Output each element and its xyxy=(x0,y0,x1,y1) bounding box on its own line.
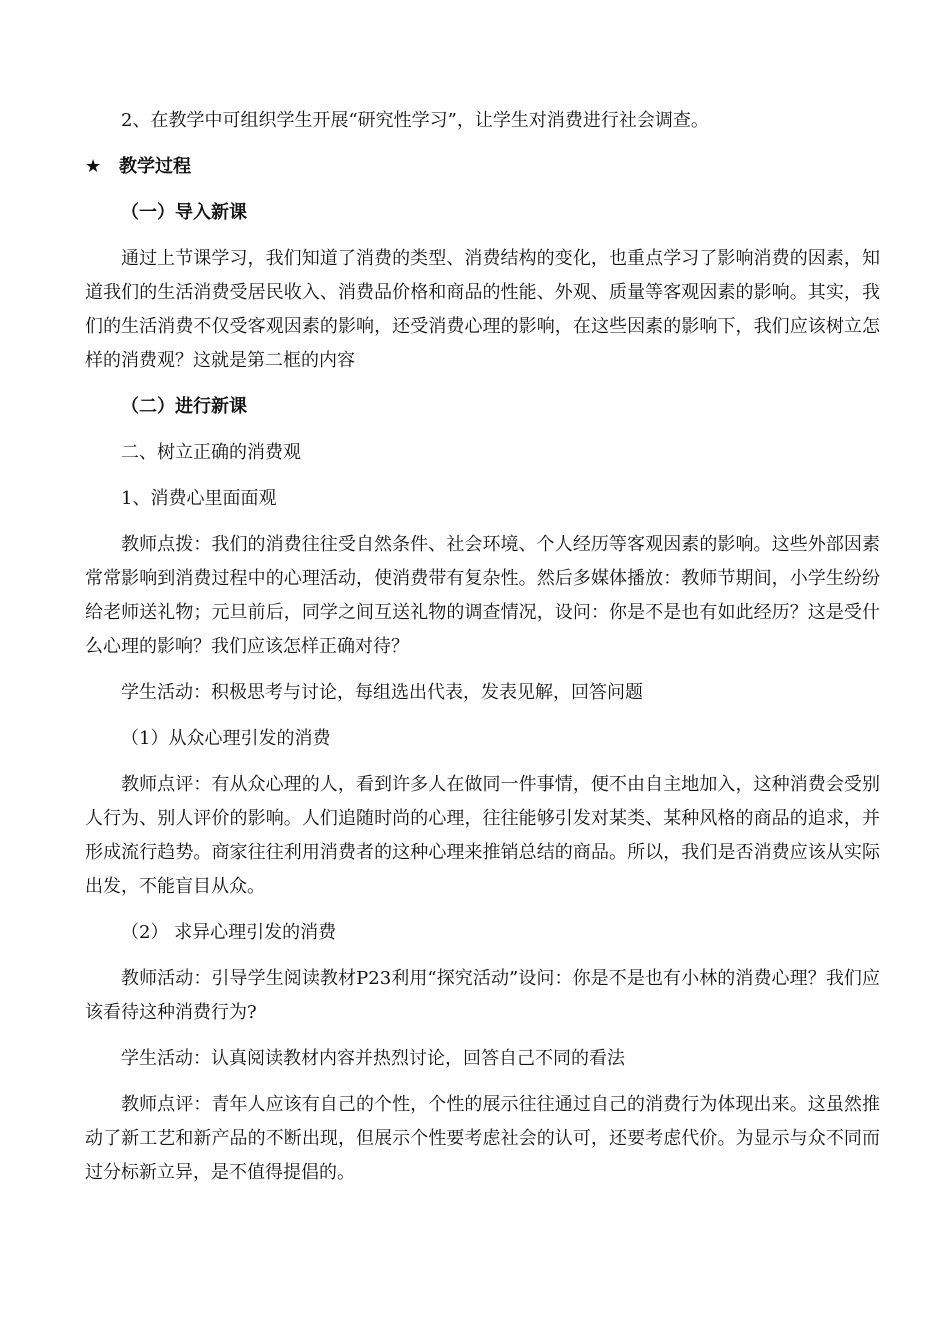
section-heading-text: 教学过程 xyxy=(119,156,191,177)
paragraph-teacher-comment-2: 教师点评：青年人应该有自己的个性，个性的展示往往通过自己的消费行为体现出来。这虽然推动了新工艺和新产品的不断出现，但展示个性要考虑社会的认可，还要考虑代价。为显示与众不同而过分标新立异，是不值得提倡的。 xyxy=(85,1094,880,1183)
document-page xyxy=(85,104,880,1190)
paragraph-intro: 通过上节课学习，我们知道了消费的类型、消费结构的变化，也重点学习了影响消费的因素，知道我们的生活消费受居民收入、消费品价格和商品的性能、外观、质量等客观因素的影响。其实，我们的生活消费不仅受客观因素的影响，还受消费心理的影响，在这些因素的影响下，我们应该树立怎样的消费观？这就是第二框的内容 xyxy=(85,248,880,371)
paragraph-consumption-psychology: 1、消费心里面面观 xyxy=(121,488,277,509)
paragraph-difference-seeking: （2） 求异心理引发的消费 xyxy=(121,922,337,943)
heading-intro-new-lesson: （一）导入新课 xyxy=(121,202,247,223)
section-heading-teaching-process xyxy=(85,150,880,184)
paragraph-teacher-guidance: 教师点拨：我们的消费往往受自然条件、社会环境、个人经历等客观因素的影响。这些外部因素常常影响到消费过程中的心理活动，使消费带有复杂性。然后多媒体播放：教师节期间，小学生纷纷给老师送礼物；元旦前后，同学之间互送礼物的调查情况，设问：你是不是也有如此经历？这是受什么心理的影响？我们应该怎样正确对待？ xyxy=(85,534,880,657)
paragraph-correct-consumption-view: 二、树立正确的消费观 xyxy=(121,442,301,463)
paragraph-teacher-activity: 教师活动：引导学生阅读教材P23利用“探究活动”设问：你是不是也有小林的消费心理？我们应该看待这种消费行为? xyxy=(85,968,880,1023)
star-icon: ★ xyxy=(85,156,102,177)
paragraph-research-learning: 2、在教学中可组织学生开展“研究性学习”，让学生对消费进行社会调查。 xyxy=(121,110,709,131)
paragraph-teacher-comment-1: 教师点评：有从众心理的人，看到许多人在做同一件事情，便不由自主地加入，这种消费会受别人行为、别人评价的影响。人们追随时尚的心理，往往能够引发对某类、某种风格的商品的追求，并形成流行趋势。商家往往利用消费者的这种心理来推销总结的商品。所以，我们是否消费应该从实际出发，不能盲目从众。 xyxy=(85,774,880,897)
paragraph-student-activity-2: 学生活动：认真阅读教材内容并热烈讨论，回答自己不同的看法 xyxy=(121,1048,625,1069)
paragraph-herd-mentality: （1）从众心理引发的消费 xyxy=(121,728,331,749)
paragraph-student-activity-1: 学生活动：积极思考与讨论，每组选出代表，发表见解，回答问题 xyxy=(121,682,643,703)
heading-new-lesson: （二）进行新课 xyxy=(121,396,247,417)
